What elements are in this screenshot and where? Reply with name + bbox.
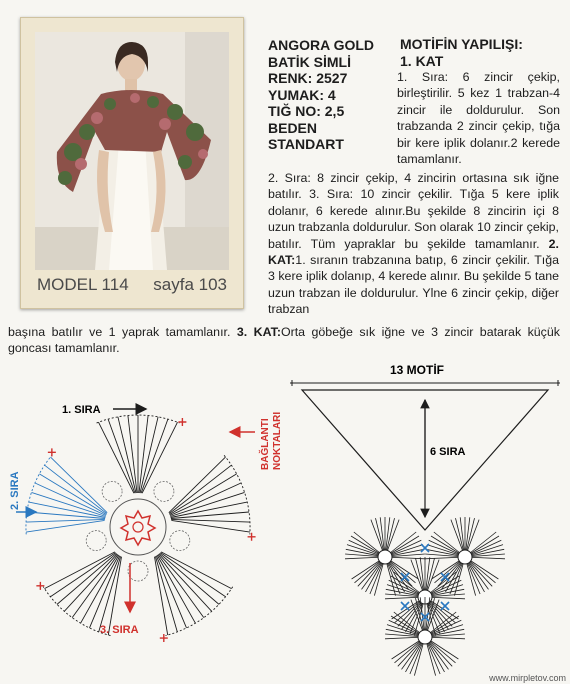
join-cross	[401, 602, 409, 610]
petal-stitch	[170, 474, 237, 515]
mini-motifs	[345, 517, 505, 676]
petal-stitch	[50, 553, 115, 597]
center-ring	[110, 499, 166, 555]
petal-stitch	[64, 554, 117, 611]
mini-center	[378, 550, 392, 564]
petal-stitch	[99, 556, 121, 632]
join-mark	[160, 634, 168, 642]
join-cross	[421, 544, 429, 552]
petal-stitch	[45, 552, 115, 589]
watermark: www.mirpletov.com	[489, 673, 566, 683]
join-cross	[441, 602, 449, 610]
chain-loop	[154, 481, 174, 501]
row2-label: 2. SIRA	[9, 471, 21, 510]
instructions-row1: 1. Sıra: 6 zincir çekip, birleştirilir. 5 kez 1 trabzan-4 zincir ile doldurulur. Son trabzanda 2 zincir çekip, tığa bir kere iplik dolanır.2 kerede tamamlanır.	[397, 70, 560, 167]
row3-label: 3. SIRA	[100, 624, 139, 636]
petal	[155, 552, 233, 642]
mini-motif	[385, 597, 465, 676]
kat3-label: 3. KAT:	[236, 325, 281, 339]
petal-stitch	[39, 474, 106, 515]
petal-stitch	[161, 552, 231, 589]
petal-stitch	[81, 555, 119, 623]
model-label: MODEL 114	[37, 275, 129, 294]
instructions-kat2-end: başına batılır ve 1 yaprak tamamlanır.	[8, 325, 231, 339]
mini-motif	[425, 517, 505, 596]
spec-yarn-type: BATİK SİMLİ	[268, 53, 351, 70]
petal	[97, 415, 187, 493]
petal-stitch	[160, 553, 219, 604]
heading-motif: MOTİFİN YAPILIŞI:	[400, 36, 523, 52]
petal-stitch	[160, 553, 225, 597]
petal-stitch	[155, 556, 177, 632]
joins-label-1: BAĞLANTI	[260, 418, 271, 470]
chain-loop	[128, 561, 148, 581]
petal-group	[26, 415, 256, 642]
chain-loop	[86, 531, 106, 551]
petal-stitch	[155, 557, 168, 635]
spec-yarn: ANGORA GOLD	[268, 37, 375, 53]
mini-center	[458, 550, 472, 564]
instructions-kat3: Orta göbeğe sık iğne ve 3 zincir batarak küçük goncası tamamlanır.	[8, 325, 560, 356]
petal-stitch	[26, 520, 105, 532]
heading-kat1: 1. KAT	[400, 52, 444, 69]
petal-stitch	[57, 553, 116, 604]
petal-stitch	[51, 457, 108, 513]
petal-stitch	[99, 422, 134, 493]
petal	[169, 455, 256, 540]
spec-size-label: BEDEN	[268, 119, 318, 136]
row1-label: 1. SIRA	[62, 404, 101, 416]
chain-loop	[102, 481, 122, 501]
petal-stitch	[139, 416, 148, 494]
petal-stitch	[157, 555, 195, 623]
mini-motif	[345, 517, 425, 596]
join-mark	[36, 582, 44, 590]
mini-center	[418, 630, 432, 644]
petal-stitch	[158, 555, 204, 618]
spec-hook: TIĞ NO: 2,5	[268, 103, 345, 119]
kat2-label: 2. KAT:	[268, 236, 559, 268]
instructions-row2-3: 2. Sıra: 8 zincir çekip, 4 zincirin ortasına sık iğne batılır. 3. Sıra: 10 zincir çekilir. Tığa 5 kere iplik dolanır, 6 kerede alınır.Bu şekilde 8 zincirin içi 8 uzun trabzanla doldurulur. Son olarak 10 zincir çekip, batılır. Tüm yapraklar bu şekilde tamamlanır.	[268, 171, 559, 251]
petal	[26, 448, 107, 534]
join-mark	[178, 418, 186, 426]
spec-size: STANDART	[268, 136, 344, 152]
page-label: sayfa 103	[153, 275, 227, 294]
motif-count-label: 13 MOTİF	[390, 363, 445, 377]
petal-stitch	[171, 520, 250, 532]
spec-color: RENK: 2527	[268, 70, 348, 86]
chain-loop	[170, 531, 190, 551]
petal-stitch	[169, 457, 226, 513]
petal-stitch	[72, 555, 118, 618]
petal-stitch	[128, 416, 137, 494]
join-mark	[248, 533, 256, 541]
rows-count-label: 6 SIRA	[430, 446, 466, 458]
joins-label-2: NOKTALARI	[272, 411, 283, 470]
shawl-layout	[290, 362, 560, 676]
spec-balls: YUMAK: 4	[268, 86, 336, 103]
motif-chart	[9, 404, 283, 642]
join-mark	[48, 448, 56, 456]
instructions-kat2: 1. sıranın trabzanına batıp, 6 zincir çekilir. Tığa 3 kere iplik dolanıp, 4 kerede alınır. Bu şekilde 5 tane uzun trabzan ile doldurulur. Ylne 6 zincir çekip, diğer trabzan	[268, 253, 559, 317]
petal-stitch	[159, 554, 212, 611]
